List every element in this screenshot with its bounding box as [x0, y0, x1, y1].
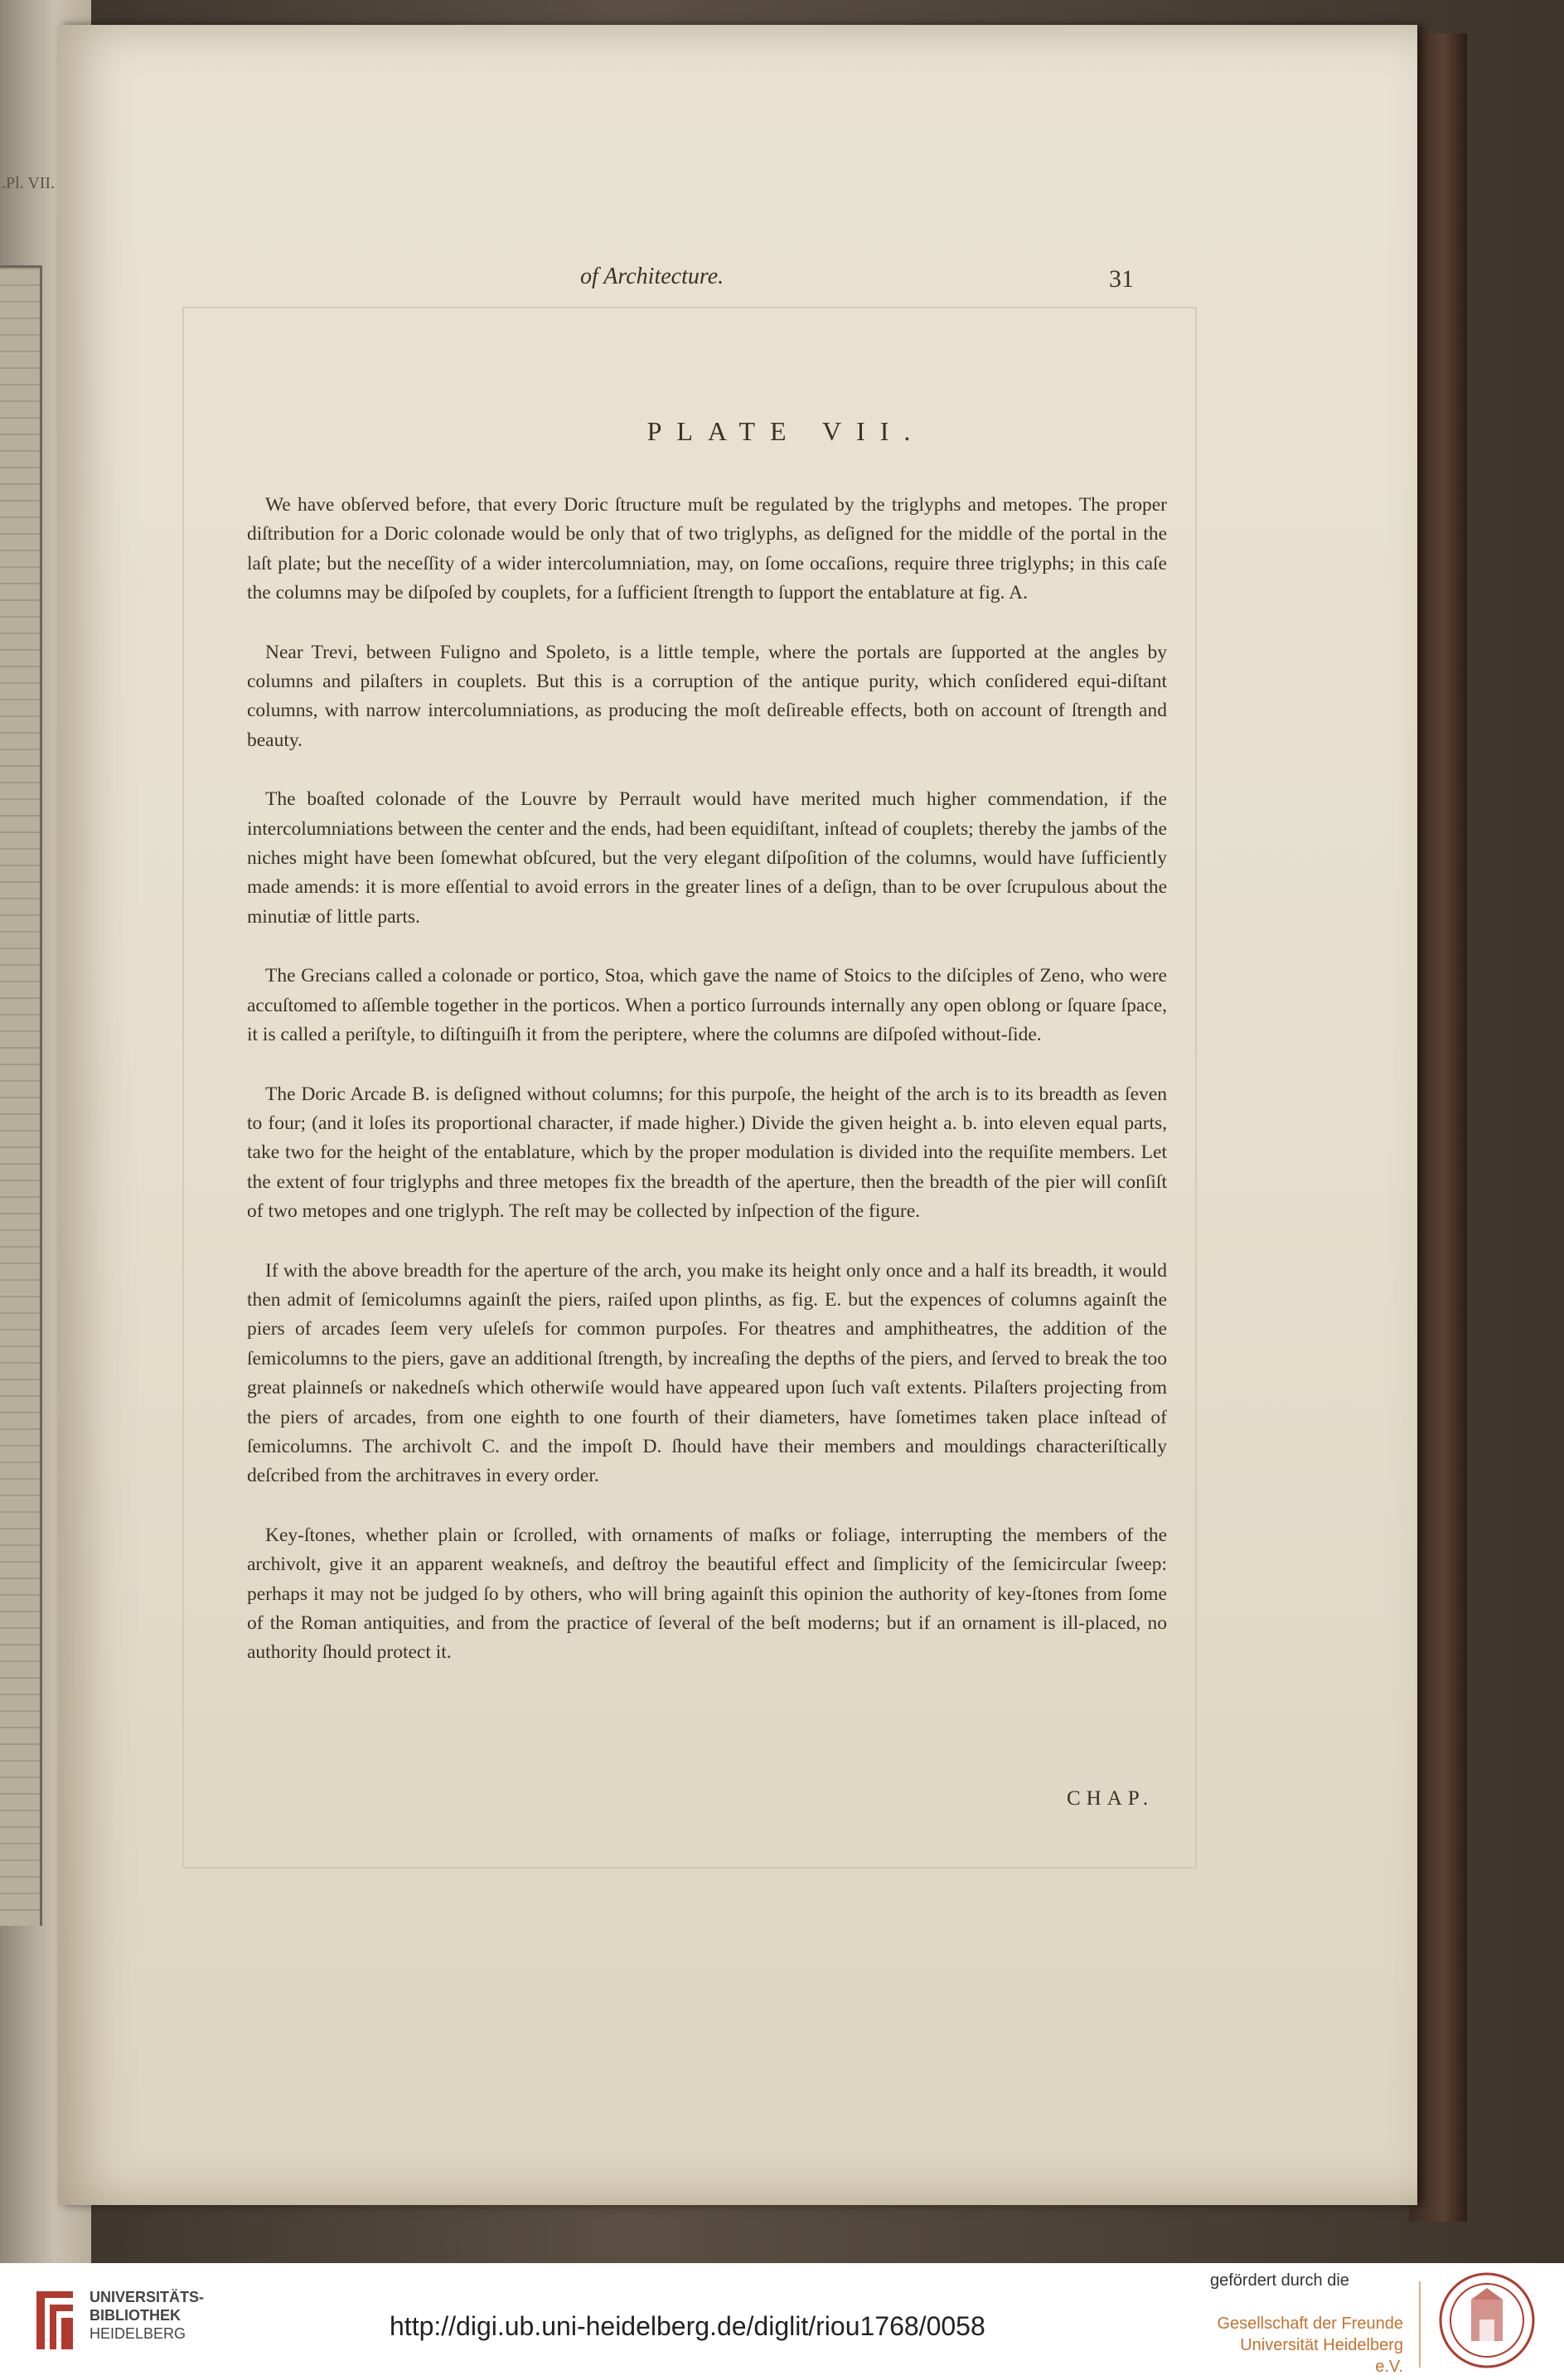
- sponsor-name-line: Gesellschaft der Freunde: [1217, 2315, 1403, 2333]
- university-library-name[interactable]: [90, 2288, 204, 2343]
- university-library-logo-icon[interactable]: [31, 2283, 78, 2358]
- book-cover-edge: [1409, 33, 1467, 2222]
- paragraph: Near Trevi, between Fuligno and Spoleto, is a little temple, where the portals are ſupported at the angles by columns and pilaſters in couplets. But this is a corruption of the antique purity, which conſidered equi-diſtant columns, with narrow intercolumniations, as producing the moſt deſireable effects, both on account of ſtrength and beauty.: [247, 641, 1167, 751]
- paragraph: The boaſted colonade of the Louvre by Perrault would have merited much higher commendation, if the intercolumniations between the center and the ends, had been equidiſtant, inſtead of couplets; thereby the jambs of the niches might have been ſomewhat obſcured, but the very elegant diſpoſition of the columns, would have ſufficiently made amends: it is more eſſential to avoid errors in the greater lines of a deſign, than to be over ſcrupulous about the minutiæ of little parts.: [247, 788, 1167, 928]
- paragraph: We have obſerved before, that every Doric ſtructure muſt be regulated by the triglyphs and metopes. The proper diſtribution for a Doric colonade would be only that of two triglyphs, as deſigned for the middle of the portal in the laſt plate; but the neceſſity of a wider intercolumniation, may, on ſome occaſions, require three triglyphs; in this caſe the columns may be diſpoſed by couplets, for a ſufficient ſtrength to ſupport the entablature at fig. A.: [247, 494, 1167, 604]
- catchword: CHAP.: [1067, 1787, 1155, 1810]
- library-name-line: UNIVERSITÄTS-: [90, 2289, 205, 2305]
- running-head: of Architecture.: [580, 264, 724, 289]
- funded-by-label: gefördert durch die: [1210, 2271, 1349, 2290]
- paragraph: Key-ſtones, whether plain or ſcrolled, with ornaments of maſks or foliage, interrupting the members of the archivolt, give it an apparent weakneſs, and deſtroy the beautiful effect and ſimplicity of the ſemicircular ſweep: perhaps it may not be judged ſo by others, who will bring againſt this opinion the authority of key-ſtones from ſome of the Roman antiquities, and from the practice of ſeveral of the beſt moderns; but if an ornament is ill-placed, no authority ſhould protect it.: [247, 1524, 1167, 1664]
- sponsor-name[interactable]: [1213, 2313, 1403, 2378]
- paragraph: The Grecians called a colonade or portico, Stoa, which gave the name of Stoics to the diſciples of Zeno, who were accuſtomed to aſſemble together in the porticos. When a portico ſurrounds internally any open oblong or ſquare ſpace, it is called a periſtyle, to diſtinguiſh it from the periptere, where the columns are diſpoſed without-ſide.: [247, 965, 1167, 1046]
- viewer-footer: [0, 2263, 1564, 2380]
- page-number: 31: [1109, 265, 1134, 293]
- paragraph: The Doric Arcade B. is deſigned without columns; for this purpoſe, the height of the arch is to its breadth as ſeven to four; (and it loſes its proportional character, if made higher.) Divide the given height a. b. into eleven equal parts, take two for the height of the entablature, which by the proper modulation is divided into the requiſite members. Let the extent of four triglyphs and three metopes fix the breadth of the aperture, then the breadth of the pier will conſiſt of two metopes and one triglyph. The reſt may be collected by inſpection of the figure.: [247, 1083, 1167, 1223]
- paragraph: If with the above breadth for the aperture of the arch, you make its height only once and a half its breadth, it would then admit of ſemicolumns againſt the piers, raiſed upon plinths, as fig. E. but the expences of columns againſt the piers of arcades ſeem very uſeleſs for common purpoſes. For theatres and amphitheatres, the addition of the ſemicolumns to the piers, gave an additional ſtrength, by increaſing the depths of the piers, and ſerved to break the too great plainneſs or nakedneſs which otherwiſe would have appeared upon ſuch vaſt extents. Pilaſters projecting from the piers of arcades, from one eighth to one fourth of their diameters, have ſometimes taken place inſtead of ſemicolumns. The archivolt C. and the impoſt D. ſhould have their members and mouldings characteriſtically deſcribed from the architraves in every order.: [247, 1259, 1167, 1487]
- footer-divider: [1419, 2281, 1421, 2368]
- university-seal-icon: [1438, 2271, 1536, 2369]
- plate-title: PLATE VII.: [646, 416, 926, 446]
- body-text: [247, 491, 1167, 1698]
- left-running-head: .Pl. VII.: [2, 174, 56, 192]
- permalink-url[interactable]: http://digi.ub.uni-heidelberg.de/diglit/riou1768/0058: [390, 2311, 985, 2341]
- library-name-line: BIBLIOTHEK: [90, 2307, 181, 2324]
- sponsor-name-line: Universität Heidelberg e.V.: [1240, 2336, 1403, 2376]
- library-name-line: HEIDELBERG: [90, 2325, 186, 2342]
- left-plate-engraving: [0, 265, 42, 1926]
